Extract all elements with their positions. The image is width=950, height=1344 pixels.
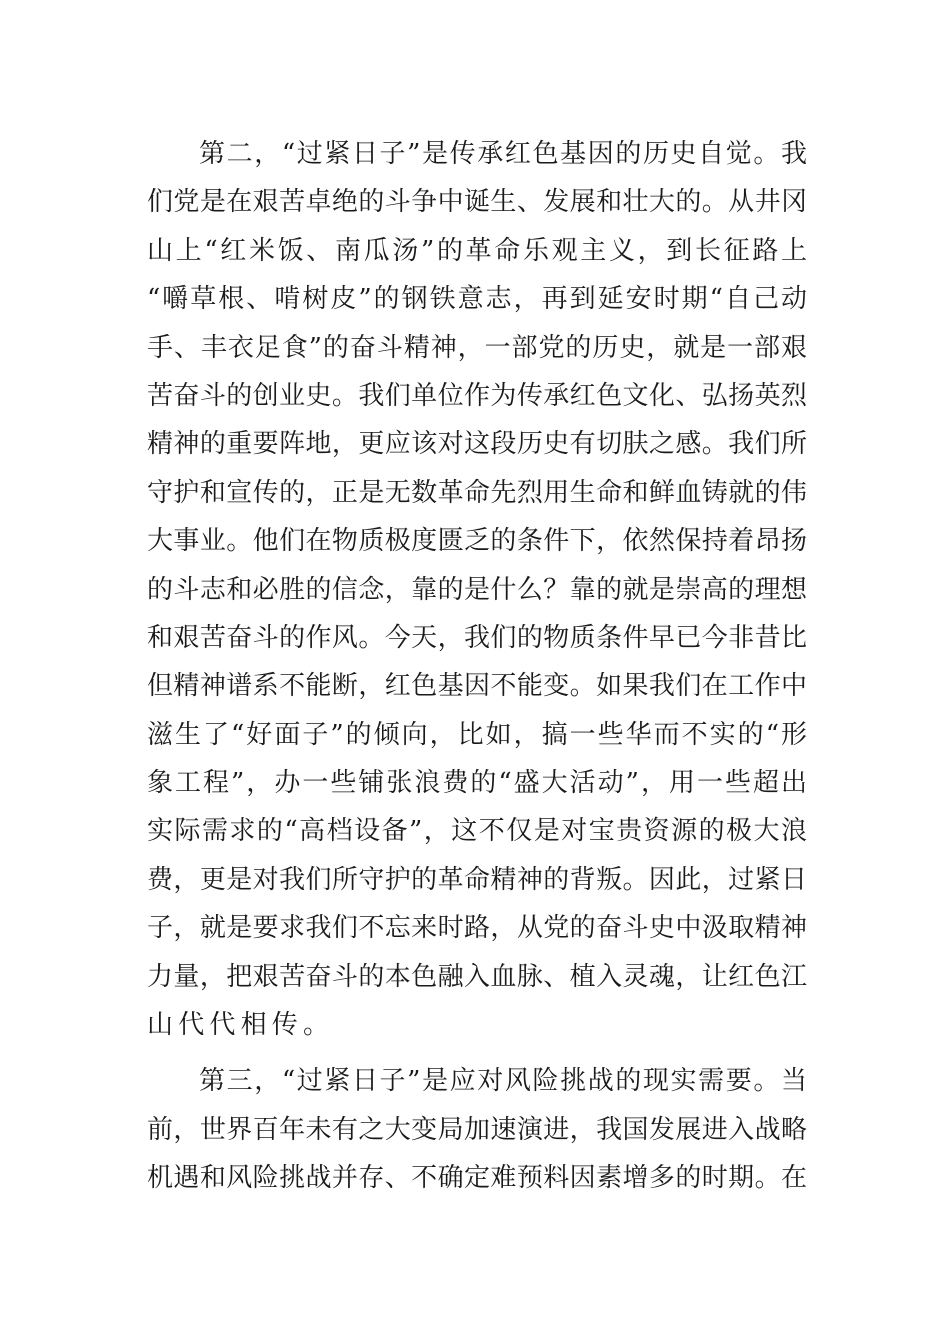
text-line: 实际需求的“高档设备”，这不仅是对宝贵资源的极大浪	[147, 816, 807, 847]
text-line: 山代代相传。	[147, 1010, 335, 1041]
text-line: 大事业。他们在物质极度匮乏的条件下，依然保持着昂扬	[147, 526, 807, 557]
paragraph-spacer	[147, 1049, 807, 1057]
text-line: 苦奋斗的创业史。我们单位作为传承红色文化、弘扬英烈	[147, 380, 807, 411]
text-line: 们党是在艰苦卓绝的斗争中诞生、发展和壮大的。从井冈	[147, 187, 807, 218]
text-line: 精神的重要阵地，更应该对这段历史有切肤之感。我们所	[147, 429, 807, 460]
text-line: 象工程”，办一些铺张浪费的“盛大活动”，用一些超出	[147, 768, 807, 799]
text-line: 滋生了“好面子”的倾向，比如，搞一些华而不实的“形	[147, 719, 807, 750]
paragraph-third-point	[147, 1057, 807, 1202]
text-line: 力量，把艰苦奋斗的本色融入血脉、植入灵魂，让红色江	[147, 961, 807, 992]
text-line: 第二，“过紧日子”是传承红色基因的历史自觉。我	[199, 139, 807, 169]
text-line: 的斗志和必胜的信念，靠的是什么？靠的就是崇高的理想	[147, 574, 807, 605]
text-line: 前，世界百年未有之大变局加速演进，我国发展进入战略	[147, 1114, 807, 1145]
text-line: 但精神谱系不能断，红色基因不能变。如果我们在工作中	[147, 671, 807, 702]
document-body	[147, 130, 807, 1203]
text-line: 守护和宣传的，正是无数革命先烈用生命和鲜血铸就的伟	[147, 477, 807, 508]
text-line: 山上“红米饭、南瓜汤”的革命乐观主义，到长征路上	[147, 235, 807, 266]
text-line: “嚼草根、啃树皮”的钢铁意志，再到延安时期“自己动	[147, 284, 807, 315]
text-line: 费，更是对我们所守护的革命精神的背叛。因此，过紧日	[147, 864, 807, 895]
text-line: 子，就是要求我们不忘来时路，从党的奋斗史中汲取精神	[147, 913, 807, 944]
paragraph-second-point	[147, 130, 807, 1049]
text-line: 和艰苦奋斗的作风。今天，我们的物质条件早已今非昔比	[147, 622, 807, 653]
text-line: 机遇和风险挑战并存、不确定难预料因素增多的时期。在	[147, 1163, 807, 1194]
text-line: 手、丰衣足食”的奋斗精神，一部党的历史，就是一部艰	[147, 332, 807, 363]
text-line: 第三，“过紧日子”是应对风险挑战的现实需要。当	[199, 1066, 807, 1097]
